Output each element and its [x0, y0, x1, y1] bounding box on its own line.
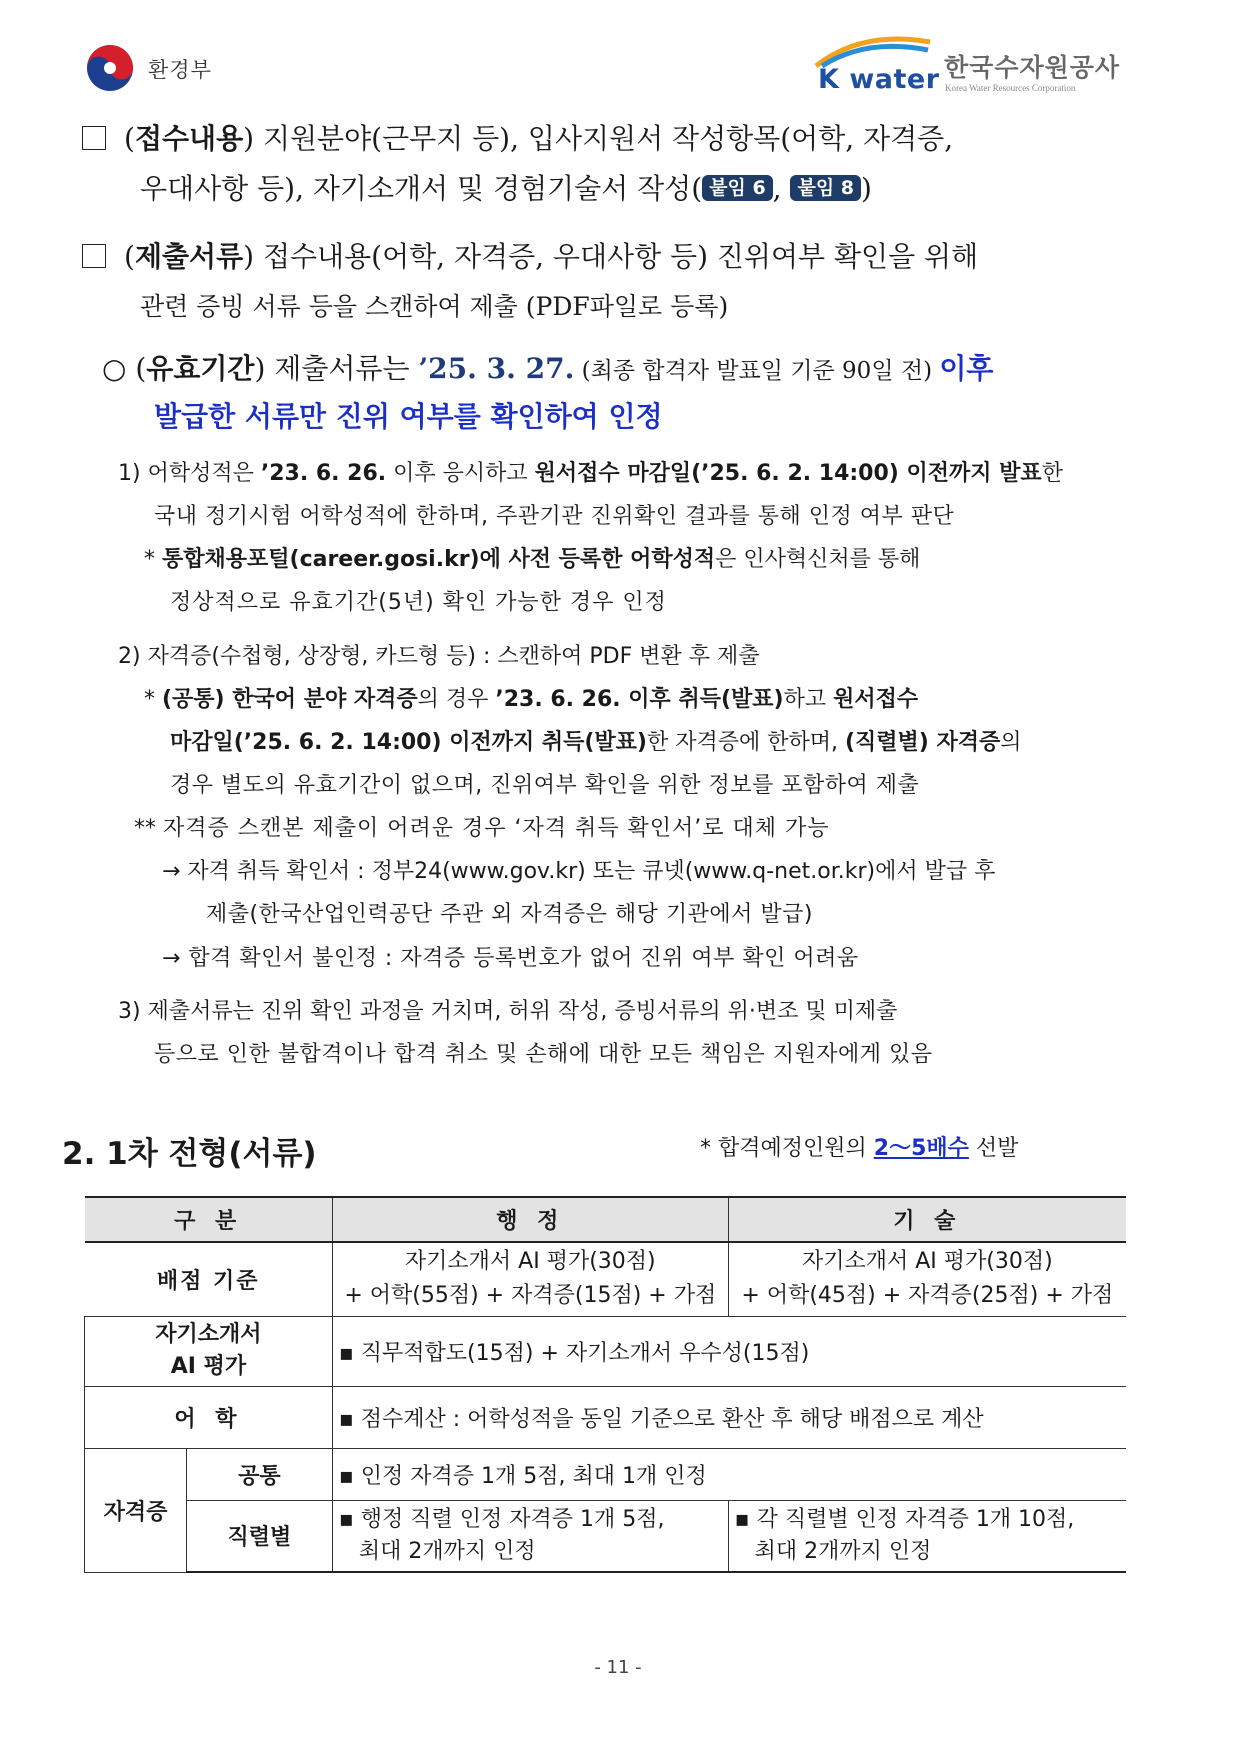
section-note-c: 선발 — [968, 1136, 1019, 1161]
item2-note1-line-3: 경우 별도의 유효기간이 없으며, 진위여부 확인을 위한 정보를 포함하여 제출 — [170, 773, 920, 798]
receipt-close: ) — [861, 172, 872, 205]
validity-emphasis-2: 발급한 서류만 진위 여부를 확인하여 인정 — [154, 400, 663, 433]
validity-text-2: (최종 합격자 발표일 기준 90일 전) — [574, 358, 940, 384]
kwater-wave-icon — [812, 34, 932, 68]
receipt-line-1: (접수내용) 지원분야(근무지 등), 입사지원서 작성항목(어학, 자격증, — [82, 122, 953, 156]
validity-date: ’25. 3. 27. — [418, 352, 575, 385]
n1-l2-d: 의 — [1000, 730, 1022, 755]
item2-arrow-1: → 자격 취득 확인서 : 정부24(www.gov.kr) 또는 큐넷(www.q-net.or.kr)에서 발급 후 — [162, 859, 996, 884]
kwater-name-english: Korea Water Resources Corporation — [945, 83, 1076, 93]
table-row — [85, 1500, 1127, 1572]
admin-score-1: 자기소개서 AI 평가(30점) — [404, 1249, 656, 1275]
item2-arrow-1-line-2: 제출(한국산업인력공단 주관 외 자격증은 해당 기관에서 발급) — [206, 902, 813, 927]
docs-label: 제출서류 — [134, 240, 244, 273]
n1-l2-a: 마감일(’25. 6. 2. 14:00) 이전까지 취득(발표) — [170, 730, 647, 755]
receipt-text-2: 우대사항 등), 자기소개서 및 경험기술서 작성( — [140, 172, 703, 205]
validity-label: 유효기간 — [146, 352, 255, 385]
item2-note2 — [134, 815, 829, 843]
n1-d: 하고 — [783, 687, 834, 712]
receipt-line-2: 우대사항 등), 자기소개서 및 경험기술서 작성( 붙임 6 , 붙임 8 ) — [140, 172, 872, 205]
item2-number: 2) — [118, 644, 141, 669]
row-essay-label — [85, 1316, 333, 1386]
docs-text-1: ) 접수내용(어학, 자격증, 우대사항 등) 진위여부 확인을 위해 — [243, 240, 979, 273]
essay-label-2: AI 평가 — [170, 1354, 247, 1379]
item1-c: 이후 응시하고 — [386, 461, 535, 486]
item2-text: 자격증(수첩형, 상장형, 카드형 등) : 스캔하여 PDF 변환 후 제출 — [147, 644, 760, 669]
item3-line-1 — [118, 998, 897, 1026]
item1-line-1 — [118, 460, 1063, 488]
row-cert-series-label: 직렬별 — [186, 1500, 332, 1572]
cert-tech-1: ▪ 각 직렬별 인정 자격증 1개 10점, — [734, 1506, 1075, 1532]
n1-b: 의 경우 — [417, 687, 496, 712]
ministry-name: 환경부 — [148, 58, 212, 82]
item1-number: 1) — [118, 461, 141, 486]
row-language-label: 어 학 — [85, 1386, 333, 1448]
row-essay-text: ▪ 직무적합도(15점) + 자기소개서 우수성(15점) — [332, 1316, 1126, 1386]
receipt-label: 접수내용 — [134, 122, 244, 155]
table-row — [85, 1448, 1127, 1500]
item2-line-1 — [118, 643, 760, 671]
note-double-asterisk: ** — [134, 816, 156, 841]
item2-note1-line-1 — [144, 686, 918, 714]
n1-e: 원서접수 — [833, 687, 919, 712]
ministry-emblem-icon — [86, 44, 134, 92]
page-number: - 11 - — [594, 1657, 642, 1678]
validity-emphasis-1: 이후 — [939, 352, 994, 385]
tech-score-2: + 어학(45점) + 자격증(25점) + 가점 — [741, 1283, 1114, 1309]
note-asterisk: * — [144, 547, 155, 572]
section-title: 2. 1차 전형(서류) — [62, 1136, 317, 1172]
validity-text-1: ) 제출서류는 — [254, 352, 419, 385]
cert-admin-2: 최대 2개까지 인정 — [358, 1538, 536, 1564]
item3-line-2: 등으로 인한 불합격이나 합격 취소 및 손해에 대한 모든 책임은 지원자에게 있음 — [154, 1042, 933, 1067]
n1-l2-b: 한 자격증에 한하며, — [646, 730, 845, 755]
item3-number: 3) — [118, 999, 141, 1024]
row-cert-common-text: ▪ 인정 자격증 1개 5점, 최대 1개 인정 — [332, 1448, 1126, 1500]
row-cert-series-admin — [332, 1500, 728, 1572]
header-tech: 기 술 — [728, 1197, 1126, 1242]
n1-c: ’23. 6. 26. 이후 취득(발표) — [495, 687, 784, 712]
attachment-badge-6: 붙임 6 — [702, 175, 773, 201]
item1-deadline: 원서접수 마감일(’25. 6. 2. 14:00) 이전까지 발표 — [534, 461, 1042, 486]
docs-line-1: (제출서류) 접수내용(어학, 자격증, 우대사항 등) 진위여부 확인을 위해 — [82, 240, 978, 274]
kwater-name-korean: 한국수자원공사 — [944, 53, 1121, 82]
section-note-multiple: 2～5배수 — [873, 1136, 969, 1161]
section-note — [700, 1131, 1018, 1162]
item2-note1-line-2 — [170, 729, 1022, 757]
row-score-tech — [728, 1242, 1126, 1316]
table-row — [85, 1386, 1127, 1448]
item2-arrow-2: → 합격 확인서 불인정 : 자격증 등록번호가 없어 진위 여부 확인 어려움 — [162, 946, 859, 971]
item1-line-2: 국내 정기시험 어학성적에 한하며, 주관기관 진위확인 결과를 통해 인정 여부 판단 — [154, 504, 955, 529]
note-asterisk: * — [144, 687, 155, 712]
section-note-a: * 합격예정인원의 — [700, 1136, 874, 1161]
circle-bullet: ○ — [102, 352, 127, 385]
cert-tech-2: 최대 2개까지 인정 — [754, 1538, 932, 1564]
cert-admin-1: ▪ 행정 직렬 인정 자격증 1개 5점, — [338, 1506, 665, 1532]
checkbox-square-icon — [82, 244, 106, 268]
receipt-text-1: ) 지원분야(근무지 등), 입사지원서 작성항목(어학, 자격증, — [243, 122, 954, 155]
checkbox-square-icon — [82, 126, 106, 150]
essay-label-1: 자기소개서 — [155, 1322, 262, 1347]
table-row — [85, 1242, 1127, 1316]
attachment-badge-8: 붙임 8 — [790, 175, 861, 201]
item1-a: 어학성적은 — [147, 461, 261, 486]
row-score-admin — [332, 1242, 728, 1316]
item1-note-line-1 — [144, 546, 920, 574]
docs-line-2: 관련 증빙 서류 등을 스캔하여 제출 (PDF파일로 등록) — [140, 292, 729, 321]
admin-score-2: + 어학(55점) + 자격증(15점) + 가점 — [344, 1283, 717, 1309]
item1-e: 한 — [1041, 461, 1063, 486]
header-category: 구 분 — [85, 1197, 333, 1242]
item3-text-1: 제출서류는 진위 확인 과정을 거치며, 허위 작성, 증빙서류의 위·변조 및 미제출 — [147, 999, 898, 1024]
table-header-row — [85, 1197, 1127, 1242]
row-score-label: 배점 기준 — [85, 1242, 333, 1316]
row-language-text: ▪ 점수계산 : 어학성적을 동일 기준으로 환산 후 해당 배점으로 계산 — [332, 1386, 1126, 1448]
header-admin: 행 정 — [332, 1197, 728, 1242]
n1-a: (공통) 한국어 분야 자격증 — [162, 687, 418, 712]
n1-l2-c: (직렬별) 자격증 — [844, 730, 1001, 755]
item1-date: ’23. 6. 26. — [260, 461, 387, 486]
tech-score-1: 자기소개서 AI 평가(30점) — [801, 1249, 1053, 1275]
item1-note-bold: 통합채용포털(career.gosi.kr)에 사전 등록한 어학성적 — [162, 547, 716, 572]
item2-note2-text: 자격증 스캔본 제출이 어려운 경우 ‘자격 취득 확인서’로 대체 가능 — [163, 816, 830, 841]
kwater-logo: K water — [818, 64, 940, 95]
selection-criteria-table — [84, 1196, 1126, 1573]
row-cert-series-tech — [728, 1500, 1126, 1572]
table-row — [85, 1316, 1127, 1386]
validity-line-1: ○ (유효기간) 제출서류는 ’25. 3. 27. (최종 합격자 발표일 기준 90일 전) 이후 — [102, 352, 994, 385]
item1-note-line-2: 정상적으로 유효기간(5년) 확인 가능한 경우 인정 — [170, 590, 667, 615]
item1-note-rest: 은 인사혁신처를 통해 — [715, 547, 921, 572]
row-cert-group-label: 자격증 — [85, 1448, 187, 1572]
row-cert-common-label: 공통 — [186, 1448, 332, 1500]
